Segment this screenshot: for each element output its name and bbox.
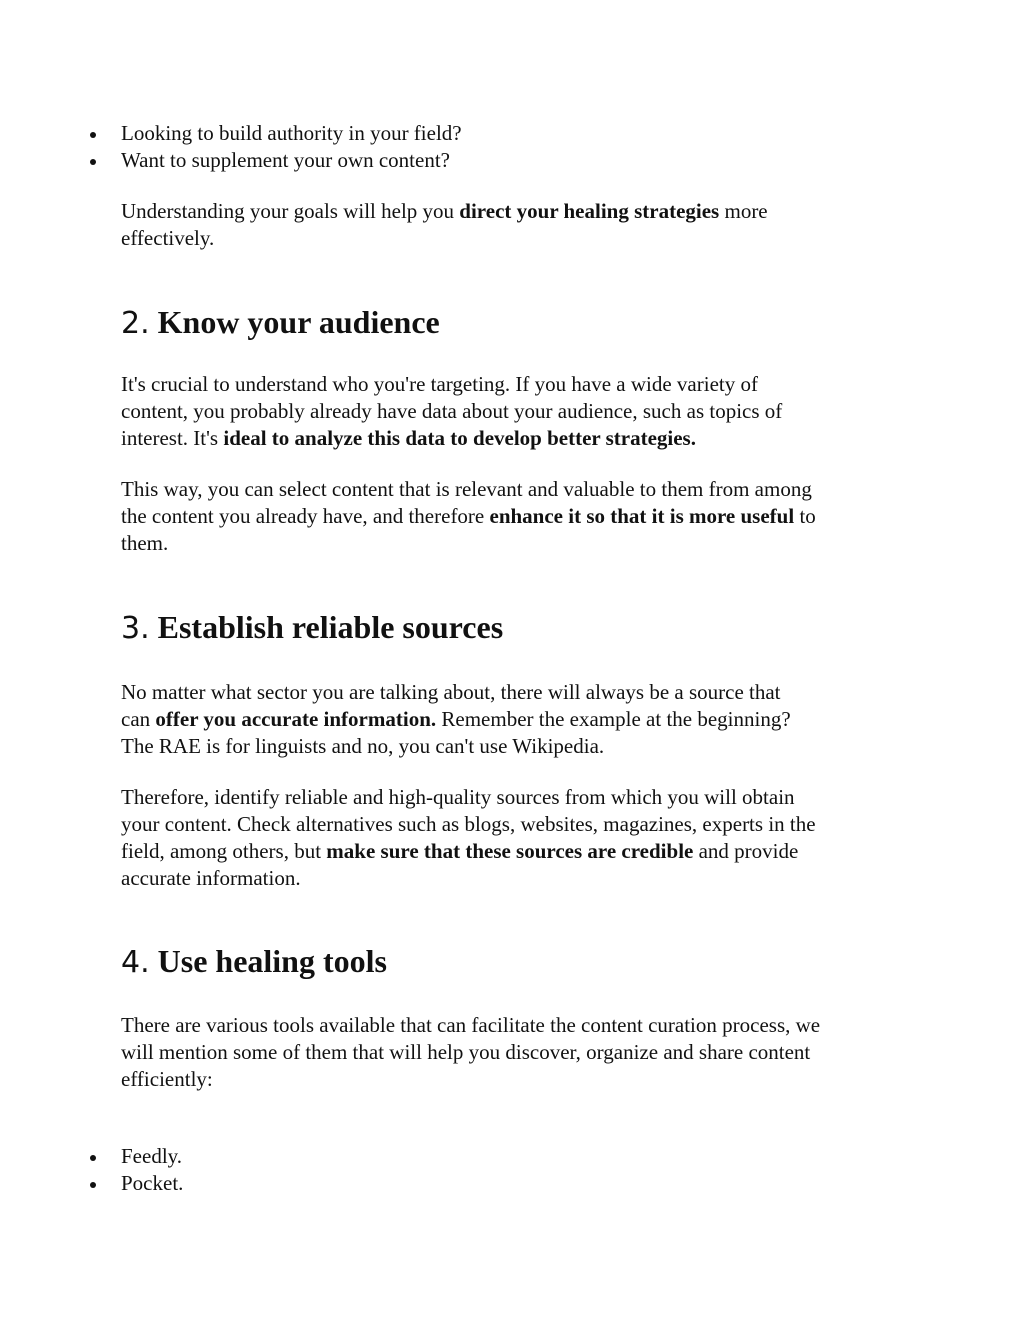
list-item: Looking to build authority in your field? bbox=[88, 120, 462, 147]
sources-paragraph-1: No matter what sector you are talking about, there will always be a source that can offer you accurate information. Remember the example at the beginning? The RAE is for linguists and no, you can't use Wikipedia. bbox=[121, 680, 791, 758]
sources-paragraph-2: Therefore, identify reliable and high-quality sources from which you will obtain your content. Check alternatives such as blogs, websites, magazines, experts in the field, among others, but make sure that these sources are credible and provide accurate information. bbox=[121, 785, 816, 890]
audience-paragraph-1: It's crucial to understand who you're targeting. If you have a wide variety of content, you probably already have data about your audience, such as topics of interest. It's ideal to analyze this data to develop better strategies. bbox=[121, 372, 783, 450]
audience-paragraph-2: This way, you can select content that is relevant and valuable to them from among the content you already have, and therefore enhance it so that it is more useful to them. bbox=[121, 477, 816, 555]
intro-paragraph: Understanding your goals will help you direct your healing strategies more effectively. bbox=[121, 199, 768, 250]
goals-bullet-list bbox=[88, 120, 462, 174]
bullet-icon bbox=[90, 1182, 96, 1188]
list-item: Want to supplement your own content? bbox=[88, 147, 462, 174]
list-item: Feedly. bbox=[88, 1143, 183, 1170]
tools-paragraph: There are various tools available that can facilitate the content curation process, we will mention some of them that will help you discover, organize and share content efficiently: bbox=[121, 1013, 821, 1091]
bullet-icon bbox=[90, 132, 96, 138]
bullet-icon bbox=[90, 1155, 96, 1161]
section-heading-establish-reliable-sources: 3. Establish reliable sources bbox=[121, 609, 504, 646]
bullet-icon bbox=[90, 159, 96, 165]
list-item: Pocket. bbox=[88, 1170, 183, 1197]
tools-bullet-list bbox=[88, 1143, 183, 1197]
section-heading-know-your-audience: 2. Know your audience bbox=[121, 304, 440, 341]
section-heading-use-healing-tools: 4. Use healing tools bbox=[121, 943, 387, 980]
